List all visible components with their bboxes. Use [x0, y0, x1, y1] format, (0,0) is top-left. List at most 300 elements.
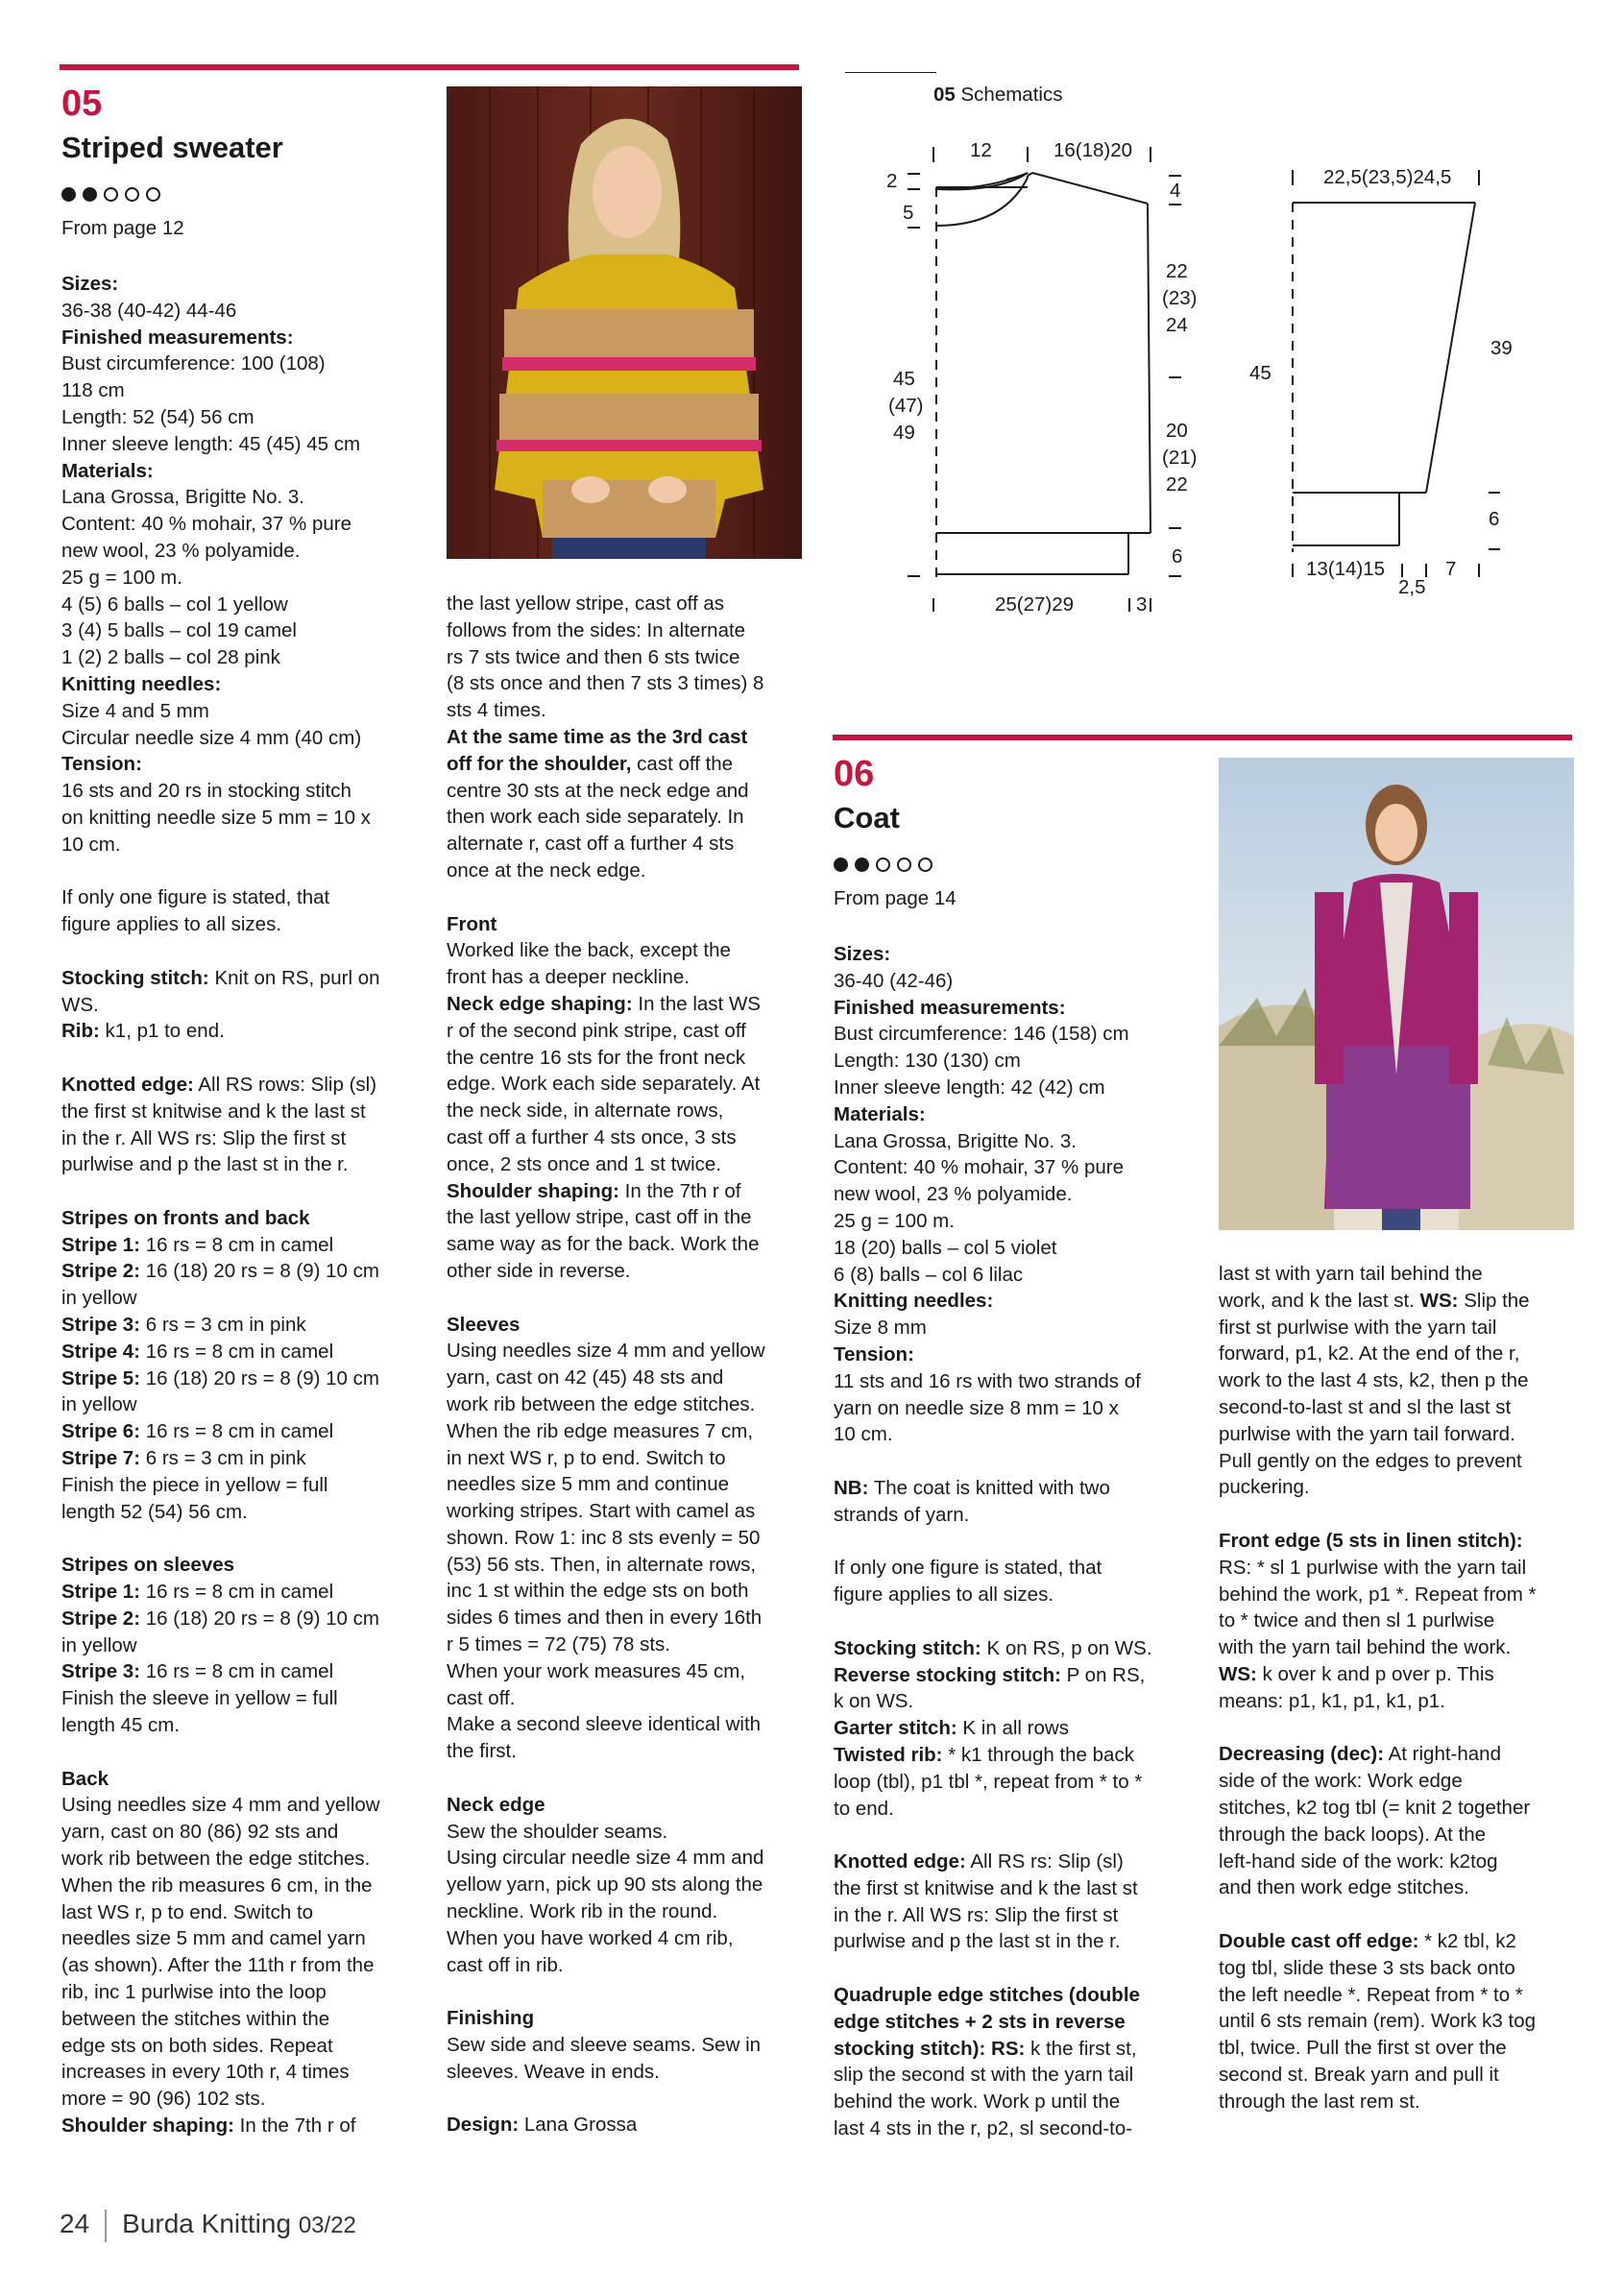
body-text: cast off a further 4 sts once, 3 sts: [447, 1125, 737, 1148]
body-text: If only one figure is stated, that: [834, 1557, 1102, 1580]
bold-text: Stocking stitch:: [834, 1636, 981, 1659]
text-line: [1219, 1928, 1584, 1955]
text-line: [61, 1873, 426, 1899]
bold-text: Knitting needles:: [834, 1290, 994, 1313]
text-line: [1219, 2089, 1584, 2115]
body-text: Knit on RS, purl on: [208, 966, 380, 989]
text-line: [61, 1472, 426, 1499]
bold-text: Tension:: [61, 753, 142, 776]
text-line: [834, 1075, 1199, 1101]
bold-text: Reverse stocking stitch:: [834, 1663, 1061, 1686]
text-line: [834, 2089, 1199, 2115]
paragraph-gap: [834, 1529, 1199, 1556]
paragraph-gap: [834, 1608, 1199, 1635]
body-text: the last yellow stripe, cast off as: [447, 592, 725, 615]
text-line: [61, 1499, 426, 1526]
text-line: [447, 1711, 812, 1738]
body-text: cast off in rib.: [447, 1953, 564, 1976]
text-line: [447, 1418, 812, 1445]
body-text: 25 g = 100 m.: [61, 566, 182, 589]
bold-text: Front: [447, 912, 497, 935]
text-line: [61, 1151, 426, 1178]
difficulty-dot-empty: [918, 858, 933, 872]
text-line: [447, 1471, 812, 1498]
body-text: slip the second st with the yarn tail: [834, 2064, 1134, 2087]
body-text: length 52 (54) 56 cm.: [61, 1500, 248, 1523]
dim-total-c: 49: [893, 422, 915, 444]
body-text: When you have worked 4 cm rib,: [447, 1926, 734, 1949]
text-line: [834, 1315, 1199, 1341]
body-text: in the r. All WS rs: Slip the first st: [834, 1903, 1119, 1926]
text-line: [447, 991, 812, 1018]
body-text: Size 8 mm: [834, 1317, 927, 1340]
body-text: Bust circumference: 100 (108): [61, 352, 326, 375]
body-text: (53) 56 sts. Then, in alternate rows,: [447, 1553, 757, 1576]
body-text: more = 90 (96) 102 sts.: [61, 2088, 266, 2111]
paragraph-gap: [1219, 1901, 1584, 1928]
body-text: puckering.: [1219, 1476, 1310, 1499]
body-text: 10 cm.: [61, 833, 121, 856]
text-line: [1219, 1528, 1584, 1555]
text-line: [834, 1849, 1199, 1875]
text-line: [447, 2005, 812, 2032]
body-text: 6 rs = 3 cm in pink: [140, 1314, 306, 1337]
text-line: [61, 911, 426, 938]
paragraph-gap: [834, 1955, 1199, 1982]
body-text: follows from the sides: In alternate: [447, 618, 746, 641]
body-text: work, and k the last st.: [1219, 1289, 1420, 1312]
body-text: the first st knitwise and k the last st: [834, 1876, 1138, 1899]
text-line: [834, 1208, 1199, 1235]
text-line: [61, 832, 426, 858]
body-text: K on RS, p on WS.: [981, 1636, 1152, 1659]
text-line: [1219, 1982, 1584, 2009]
text-line: [447, 1525, 812, 1552]
body-text: yarn on needle size 8 mm = 10 x: [834, 1396, 1119, 1419]
paragraph-gap: [834, 1822, 1199, 1849]
text-line: [61, 1418, 426, 1445]
body-text: to * twice and then sl 1 purlwise: [1219, 1609, 1495, 1632]
bold-text: Sleeves: [447, 1313, 521, 1336]
text-line: [834, 1128, 1199, 1155]
text-line: [61, 565, 426, 592]
body-text: 6 (8) balls – col 6 lilac: [834, 1263, 1024, 1286]
text-line: [1219, 1822, 1584, 1849]
text-line: [447, 1018, 812, 1045]
text-line: [447, 1204, 812, 1231]
text-line: [834, 1048, 1199, 1075]
text-line: [447, 1124, 812, 1151]
schematic-05: [845, 72, 1537, 629]
page-number: 24: [60, 2209, 90, 2238]
text-line: [61, 1766, 426, 1793]
body-text: edge sts on both sides. Repeat: [61, 2034, 333, 2057]
body-text: All RS rows: Slip (sl): [193, 1073, 377, 1096]
dim-rib: 6: [1172, 545, 1183, 568]
difficulty-rating: [834, 853, 1199, 876]
body-text: Slip the: [1458, 1289, 1530, 1312]
body-text: through the last rem st.: [1219, 2090, 1420, 2113]
sweater-photo: [447, 86, 802, 559]
text-line: [1219, 2008, 1584, 2035]
bold-text: Neck edge: [447, 1793, 545, 1816]
text-line: [447, 964, 812, 991]
body-text: P on RS,: [1060, 1663, 1146, 1686]
bold-text: Knotted edge:: [834, 1850, 966, 1873]
dim-side-c: 22: [1166, 473, 1188, 495]
body-text: 16 (18) 20 rs = 8 (9) 10 cm: [140, 1366, 379, 1390]
body-text: the centre 16 sts for the front neck: [447, 1046, 746, 1069]
body-text: Inner sleeve length: 42 (42) cm: [834, 1075, 1105, 1099]
text-line: [447, 1231, 812, 1258]
body-text: 10 cm.: [834, 1423, 893, 1446]
body-text: purlwise and p the last st in the r.: [834, 1930, 1121, 1953]
text-line: [1219, 2062, 1584, 2089]
text-line: [834, 2009, 1199, 2036]
text-line: [447, 591, 812, 617]
text-line: [447, 1445, 812, 1472]
striped-sweater-image: [447, 86, 802, 559]
body-text: When the rib measures 6 cm, in the: [61, 1873, 373, 1897]
bold-text: Neck edge shaping:: [447, 992, 633, 1015]
bold-text: Knitting needles:: [61, 672, 222, 695]
text-line: [447, 1685, 812, 1712]
body-text: Circular needle size 4 mm (40 cm): [61, 726, 362, 749]
body-text: 118 cm: [61, 379, 125, 402]
text-line: [447, 1365, 812, 1391]
dim-neck-5: 5: [903, 202, 914, 224]
dim-armhole-b: (23): [1162, 287, 1198, 309]
coat-image: [1219, 758, 1574, 1230]
body-text: Make a second sleeve identical with: [447, 1713, 762, 1736]
text-line: [834, 2115, 1199, 2142]
body-text: 16 rs = 8 cm in camel: [140, 1233, 334, 1256]
text-line: [61, 1018, 426, 1045]
text-line: [61, 884, 426, 911]
text-line: [1219, 1874, 1584, 1901]
body-text: working stripes. Start with camel as: [447, 1500, 756, 1523]
pattern-title: Striped sweater: [61, 131, 283, 164]
schematic-drawing: [845, 72, 1537, 629]
dim-sleeve-rib: 6: [1489, 508, 1500, 530]
bold-text: Rib:: [61, 1020, 100, 1043]
difficulty-rating: [61, 182, 426, 205]
dim-cuff-width: 13(14)15: [1306, 558, 1386, 580]
text-line: [834, 1742, 1199, 1769]
bold-text: Stripe 2:: [61, 1607, 141, 1630]
body-text: edge. Work each side separately. At: [447, 1073, 761, 1096]
body-text: rs 7 sts twice and then 6 sts twice: [447, 645, 740, 668]
bold-text: Finished measurements:: [61, 326, 294, 349]
text-line: [834, 995, 1199, 1022]
text-line: [1219, 1795, 1584, 1822]
text-line: [447, 1045, 812, 1072]
text-line: [61, 778, 426, 805]
text-line: [61, 1125, 426, 1152]
text-line: [61, 1846, 426, 1873]
body-text: tog tbl, slide these 3 sts back onto: [1219, 1956, 1515, 1979]
dim-cuff-inc: 2,5: [1398, 576, 1426, 598]
body-text: forward, p1, k2. At the end of the r,: [1219, 1342, 1520, 1366]
text-line: [61, 325, 426, 351]
text-line: [834, 1288, 1199, 1315]
body-text: other side in reverse.: [447, 1259, 631, 1282]
bold-text: Back: [61, 1767, 109, 1790]
text-line: [61, 698, 426, 725]
text-line: [834, 1796, 1199, 1823]
body-text: K in all rows: [957, 1717, 1069, 1740]
body-text: to end.: [834, 1797, 894, 1820]
bold-text: stocking stitch): RS:: [834, 2037, 1026, 2060]
body-text: through the back loops). At the: [1219, 1823, 1487, 1846]
body-text: stitches, k2 tog tbl (= knit 2 together: [1219, 1796, 1531, 1819]
body-text: Sew the shoulder seams.: [447, 1820, 668, 1843]
body-text: the last yellow stripe, cast off in the: [447, 1206, 752, 1229]
dim-side-b: (21): [1162, 447, 1198, 469]
text-line: [447, 804, 812, 831]
body-text: increases in every 10th r, 4 times: [61, 2061, 350, 2084]
body-text: Content: 40 % mohair, 37 % pure: [834, 1156, 1124, 1179]
text-line: [834, 1421, 1199, 1448]
body-text: needles size 5 mm and continue: [447, 1473, 730, 1496]
body-text: (8 sts once and then 7 sts 3 times) 8: [447, 672, 764, 695]
body-text: side of the work: Work edge: [1219, 1770, 1463, 1793]
text-line: [61, 992, 426, 1019]
body-text: work rib between the edge stitches.: [61, 1848, 371, 1871]
pattern-05-column-1: [61, 271, 426, 2139]
text-line: [447, 937, 812, 964]
text-line: [61, 377, 426, 404]
body-text: When the rib edge measures 7 cm,: [447, 1419, 754, 1442]
dim-neck-width: 12: [970, 139, 992, 161]
pattern-06-column-2: [1219, 1261, 1584, 2115]
paragraph-gap: [447, 1765, 812, 1792]
text-line: [834, 1262, 1199, 1289]
text-line: [447, 2059, 812, 2086]
difficulty-dot-filled: [834, 858, 848, 872]
body-text: Lana Grossa, Brigitte No. 3.: [834, 1129, 1077, 1152]
text-line: [1219, 1421, 1584, 1448]
dim-cuff-side: 7: [1445, 558, 1457, 580]
body-text: in yellow: [61, 1287, 137, 1310]
body-text: sts 4 times.: [447, 699, 546, 722]
text-line: [1219, 1582, 1584, 1608]
text-line: [447, 1605, 812, 1631]
dim-side-a: 20: [1166, 420, 1188, 442]
body-text: behind the work. Work p until the: [834, 2091, 1121, 2114]
body-text: once, 2 sts once and 1 st twice.: [447, 1152, 722, 1175]
pattern-06-column-1: [834, 941, 1199, 2142]
body-text: At right-hand: [1384, 1743, 1501, 1766]
bold-text: Stripes on sleeves: [61, 1554, 235, 1577]
text-line: [834, 1341, 1199, 1368]
text-line: [61, 404, 426, 431]
text-line: [1219, 1394, 1584, 1421]
text-line: [61, 1552, 426, 1579]
dim-shoulder-width: 16(18)20: [1054, 139, 1133, 161]
body-text: k1, p1 to end.: [99, 1020, 225, 1043]
paragraph-gap: [1219, 1501, 1584, 1528]
body-text: Lana Grossa: [519, 2114, 638, 2137]
text-line: [447, 1819, 812, 1846]
text-line: [447, 1898, 812, 1925]
bold-text: Stripe 2:: [61, 1260, 141, 1283]
bold-text: Tension:: [834, 1342, 914, 1366]
text-line: [1219, 1849, 1584, 1875]
body-text: rib, inc 1 purlwise into the loop: [61, 1981, 327, 2003]
text-line: [447, 778, 812, 805]
dim-neck-2: 2: [886, 170, 898, 192]
bold-text: Sizes:: [61, 273, 119, 295]
bold-text: Stripe 3:: [61, 1660, 141, 1683]
body-text: yellow yarn, pick up 90 sts along the: [447, 1873, 763, 1897]
schematic-title-number: 05: [933, 84, 956, 106]
body-text: left-hand side of the work: k2tog: [1219, 1849, 1498, 1873]
body-text: length 45 cm.: [61, 1714, 181, 1737]
body-text: alternate r, cast off a further 4 sts: [447, 833, 735, 856]
body-text: centre 30 sts at the neck edge and: [447, 779, 749, 802]
text-line: [61, 1899, 426, 1926]
text-line: [61, 1606, 426, 1632]
text-line: [834, 1875, 1199, 1902]
body-text: with the yarn tail behind the work.: [1219, 1636, 1512, 1659]
issue-number: 03/22: [298, 2212, 356, 2238]
from-page: From page 14: [834, 887, 957, 909]
text-line: [447, 858, 812, 884]
pattern-title: Coat: [834, 801, 900, 834]
body-text: Bust circumference: 146 (158) cm: [834, 1023, 1129, 1046]
text-line: [61, 1391, 426, 1418]
body-text: 6 rs = 3 cm in pink: [140, 1447, 306, 1470]
body-text: between the stitches within the: [61, 2007, 330, 2030]
text-line: [447, 1738, 812, 1765]
body-text: 25 g = 100 m.: [834, 1209, 955, 1232]
difficulty-dot-empty: [897, 858, 911, 872]
body-text: needles size 5 mm and camel yarn: [61, 1927, 366, 1950]
text-line: [61, 671, 426, 698]
text-line: [61, 1366, 426, 1392]
body-text: 18 (20) balls – col 5 violet: [834, 1236, 1057, 1259]
bold-text: Stripe 3:: [61, 1314, 141, 1337]
bold-text: Decreasing (dec):: [1219, 1743, 1385, 1766]
paragraph-gap: [61, 1525, 426, 1552]
body-text: figure applies to all sizes.: [61, 913, 282, 936]
body-text: shown. Row 1: inc 8 sts evenly = 50: [447, 1526, 761, 1549]
body-text: cast off.: [447, 1686, 516, 1709]
text-line: [61, 1099, 426, 1125]
svg-text:05 Schematics: [933, 84, 1062, 106]
text-line: [61, 511, 426, 538]
text-line: [61, 805, 426, 832]
body-text: k on WS.: [834, 1690, 914, 1713]
body-text: and then work edge stitches.: [1219, 1876, 1469, 1899]
paragraph-gap: [447, 1978, 812, 2005]
text-line: [61, 1685, 426, 1712]
bold-text: Finished measurements:: [834, 996, 1066, 1019]
pattern-header-05: [61, 83, 426, 242]
text-line: [834, 1395, 1199, 1422]
paragraph-gap: [61, 1178, 426, 1205]
body-text: r of the second pink stripe, cast off: [447, 1019, 746, 1042]
section-rule-06: [833, 735, 1572, 740]
text-line: [834, 1928, 1199, 1955]
text-line: [447, 670, 812, 697]
bold-text: WS:: [1419, 1289, 1459, 1312]
schematic-title-text: Schematics: [955, 84, 1063, 106]
text-line: [447, 1258, 812, 1285]
text-line: [834, 1982, 1199, 2009]
text-line: [61, 1952, 426, 1979]
difficulty-dot-filled: [61, 187, 76, 202]
text-line: [1219, 1555, 1584, 1582]
text-line: [834, 1181, 1199, 1208]
body-text: first st purlwise with the yarn tail: [1219, 1316, 1497, 1339]
body-text: 16 sts and 20 rs in stocking stitch: [61, 780, 351, 803]
text-line: [447, 617, 812, 644]
dim-armhole-a: 22: [1166, 260, 1188, 282]
text-line: [834, 1368, 1199, 1395]
body-text: second st. Break yarn and pull it: [1219, 2063, 1499, 2086]
text-line: [1219, 1955, 1584, 1982]
body-text: last st with yarn tail behind the: [1219, 1263, 1483, 1285]
text-line: [834, 1101, 1199, 1128]
bold-text: Quadruple edge stitches (double: [834, 1984, 1140, 2007]
body-text: the first.: [447, 1740, 517, 1763]
text-line: [61, 1925, 426, 1952]
text-line: [61, 1979, 426, 2006]
bold-text: Twisted rib:: [834, 1743, 943, 1766]
text-line: [834, 1769, 1199, 1796]
text-line: [61, 431, 426, 458]
body-text: 3 (4) 5 balls – col 19 camel: [61, 619, 297, 642]
text-line: [61, 1232, 426, 1259]
paragraph-gap: [447, 2086, 812, 2113]
paragraph-gap: [61, 858, 426, 885]
body-text: work rib between the edge stitches.: [447, 1392, 756, 1415]
bold-text: Stripe 4:: [61, 1340, 141, 1363]
body-text: Sew side and sleeve seams. Sew in: [447, 2034, 762, 2057]
text-line: [61, 725, 426, 752]
bold-text: Garter stitch:: [834, 1717, 957, 1740]
bold-text: Materials:: [61, 459, 154, 482]
text-line: [447, 911, 812, 938]
paragraph-gap: [61, 1739, 426, 1766]
body-text: purlwise with the yarn tail forward.: [1219, 1422, 1515, 1445]
text-line: [447, 1925, 812, 1952]
text-line: [447, 1312, 812, 1339]
text-line: [61, 1285, 426, 1312]
paragraph-gap: [834, 1448, 1199, 1475]
text-line: [61, 2086, 426, 2113]
body-text: Length: 52 (54) 56 cm: [61, 405, 254, 428]
text-line: [447, 1658, 812, 1685]
body-text: same way as for the back. Work the: [447, 1233, 760, 1256]
pattern-05-column-2: [447, 591, 812, 2139]
dim-sleeve-height: 45: [1249, 362, 1272, 384]
text-line: [61, 2033, 426, 2060]
body-text: until 6 sts remain (rem). Work k3 tog: [1219, 2010, 1536, 2033]
text-line: [61, 1312, 426, 1339]
body-text: the neck side, in alternate rows,: [447, 1100, 724, 1123]
text-line: [1219, 1741, 1584, 1768]
body-text: The coat is knitted with two: [868, 1476, 1110, 1499]
body-text: strands of yarn.: [834, 1503, 970, 1526]
pattern-number: 05: [61, 84, 103, 124]
text-line: [447, 1391, 812, 1418]
text-line: [834, 1582, 1199, 1608]
text-line: [834, 2036, 1199, 2063]
paragraph-gap: [61, 938, 426, 965]
